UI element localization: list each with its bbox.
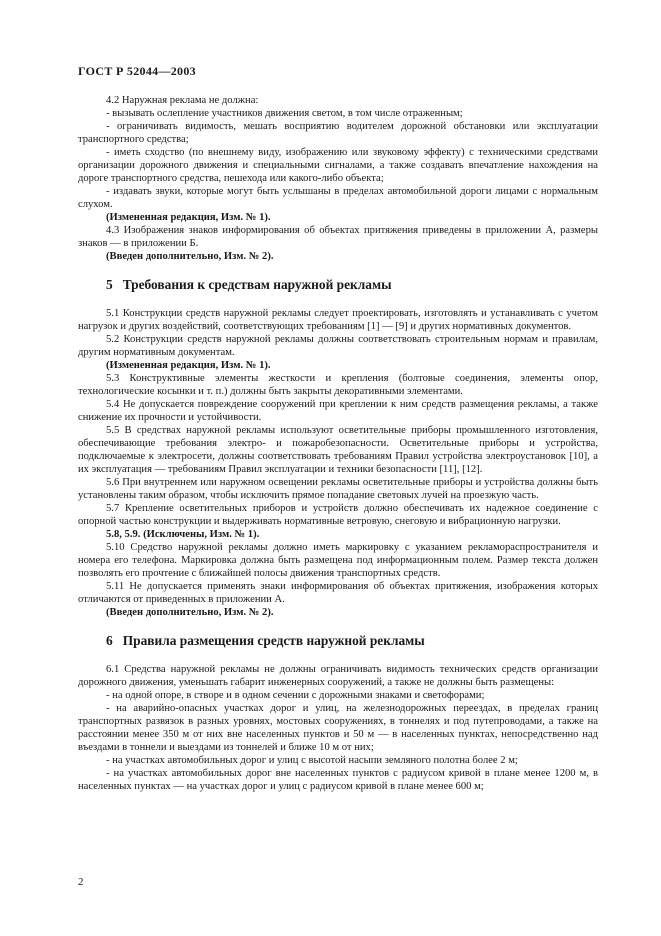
- amendment-note: (Введен дополнительно, Изм. № 2).: [106, 607, 274, 618]
- document-header: ГОСТ Р 52044—2003: [78, 64, 196, 78]
- paragraph: - вызывать ослепление участников движения светом, в том числе отраженным;: [106, 108, 463, 119]
- paragraph: 5.2 Конструкции средств наружной рекламы должны соответствовать строительным нормам и правилам, другим нормативным документам.: [78, 334, 598, 358]
- paragraph: 5.3 Конструктивные элементы жесткости и крепления (болтовые соединения, элементы опор, технологические косынки и т. п.) должны быть закрыты декоративными элементами.: [78, 373, 598, 397]
- paragraph: - на участках автомобильных дорог вне населенных пунктов с радиусом кривой в плане менее 1200 м, в населенных пунктах — на участках дорог и улиц с радиусом кривой в плане менее 600 м;: [78, 768, 598, 792]
- document-body: [78, 94, 598, 793]
- amendment-note: (Введен дополнительно, Изм. № 2).: [106, 251, 274, 262]
- paragraph: 4.2 Наружная реклама не должна:: [106, 95, 259, 106]
- paragraph: 5.10 Средство наружной рекламы должно иметь маркировку с указанием рекламораспространителя и номера его телефона. Маркировка должна быть размещена под информационным полем. Размер текста должен позволять его прочтение с ближайшей полосы движения транспортных средств.: [78, 542, 598, 579]
- paragraph: - издавать звуки, которые могут быть услышаны в пределах автомобильной дороги лицами с нормальным слухом.: [78, 186, 598, 210]
- paragraph: 5.11 Не допускается применять знаки информирования об объектах притяжения, изображения которых отличаются от приведенных в приложении А.: [78, 581, 598, 605]
- page-number: 2: [78, 876, 84, 888]
- section-number: 5: [106, 277, 113, 292]
- paragraph: 4.3 Изображения знаков информирования об объектах притяжения приведены в приложении А, размеры знаков — в приложении Б.: [78, 225, 598, 249]
- section-title: Правила размещения средств наружной рекламы: [122, 633, 425, 648]
- paragraph: 6.1 Средства наружной рекламы не должны ограничивать видимость технических средств организации дорожного движения, уменьшать габарит инженерных сооружений, а также не должны быть размещены:: [78, 664, 598, 688]
- paragraph: 5.6 При внутреннем или наружном освещении рекламы осветительные приборы и устройства должны быть установлены таким образом, чтобы исключить прямое попадание световых лучей на проезжую часть.: [78, 477, 598, 501]
- paragraph: 5.5 В средствах наружной рекламы используют осветительные приборы промышленного изготовления, обеспечивающие требования электро- и пожаробезопасности. Осветительные приборы и устройства, подключаемые к электросети, должны соответствовать требованиям Правил устройства электроустановок [10], а их эксплуатация — требованиям Правил эксплуатации и техники безопасности [11], [12].: [78, 425, 598, 475]
- section-title: Требования к средствам наружной рекламы: [122, 277, 392, 292]
- amendment-note: (Измененная редакция, Изм. № 1).: [106, 360, 271, 371]
- section-heading: [106, 277, 598, 293]
- paragraph: 5.4 Не допускается повреждение сооружений при креплении к ним средств размещения рекламы, а также снижение их прочности и устойчивости.: [78, 399, 598, 423]
- paragraph: 5.7 Крепление осветительных приборов и устройств должно обеспечивать их надежное соединение с опорной частью конструкции и выдерживать нормативные ветровую, снеговую и вибрационную нагрузки.: [78, 503, 598, 527]
- paragraph: - ограничивать видимость, мешать восприятию водителем дорожной обстановки или эксплуатации транспортного средства;: [78, 121, 598, 145]
- paragraph: - на аварийно-опасных участках дорог и улиц, на железнодорожных переездах, в пределах границ транспортных развязок в разных уровнях, мостовых сооружениях, в тоннелях и под путепроводами, а также на расстоянии менее 350 м от них вне населенных пунктов и 50 м — в населенных пунктах, непосредственно над въездами в тоннели и выездами из тоннелей и ближе 10 м от них;: [78, 703, 598, 753]
- paragraph: - на одной опоре, в створе и в одном сечении с дорожными знаками и светофорами;: [106, 690, 485, 701]
- amendment-note: 5.8, 5.9. (Исключены, Изм. № 1).: [106, 529, 260, 540]
- section-number: 6: [106, 633, 113, 648]
- section-heading: [106, 633, 598, 649]
- paragraph: 5.1 Конструкции средств наружной рекламы следует проектировать, изготовлять и устанавливать с учетом нагрузок и других воздействий, соответствующих требованиям [1] — [9] и других нормативных документов.: [78, 308, 598, 332]
- paragraph: - иметь сходство (по внешнему виду, изображению или звуковому эффекту) с техническими средствами организации дорожного движения и специальными сигналами, а также создавать впечатление нахождения на дороге транспортного средства, пешехода или какого-либо объекта;: [78, 147, 598, 184]
- paragraph: - на участках автомобильных дорог и улиц с высотой насыпи земляного полотна более 2 м;: [106, 755, 518, 766]
- amendment-note: (Измененная редакция, Изм. № 1).: [106, 212, 271, 223]
